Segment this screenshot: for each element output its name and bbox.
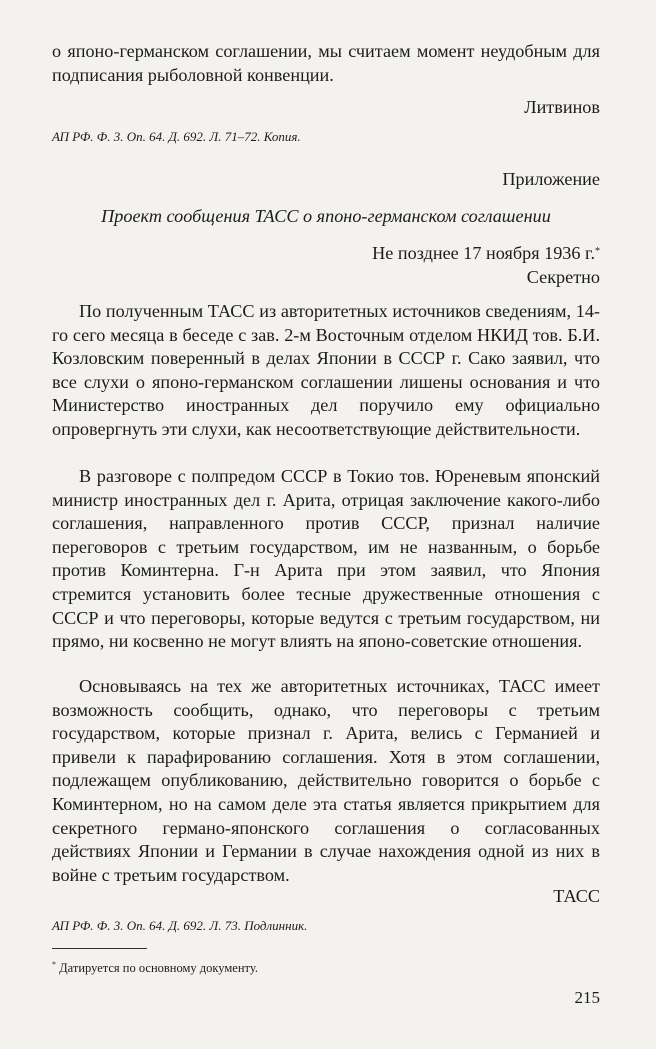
- paragraph-3: Основываясь на тех же авторитетных источниках, ТАСС имеет возможность сообщить, однако, что переговоры с третьим государством, которые признал г. Арита, велись с Германией и привели к парафированию соглашения. Хотя в этом соглашении, подлежащем опубликованию, действительно говорится о борьбе с Коминтерном, но на самом деле эта статья является прикрытием для секретного германо-японского соглашения о согласованных действиях Японии и Германии в случае нахождения одной из них в войне с третьим государством.: [52, 676, 600, 885]
- closing-signature: ТАСС: [553, 886, 600, 906]
- paragraph-1: По полученным ТАСС из авторитетных источников сведениям, 14-го сего месяца в беседе с зав. 2-м Восточным отделом НКИД тов. Б.И. Козловским поверенный в делах Японии в СССР г. Сако заявил, что все слухи о японо-германском соглашении лишены основания и что Министерство иностранных дел поручило ему официально опровергнуть эти слухи, как несоответствующие действительности.: [52, 301, 600, 439]
- intro-text: о японо-германском соглашении, мы считаем момент неудобным для подписания рыболовной конвенции.: [52, 41, 600, 85]
- footnote: [52, 957, 258, 976]
- closing-source-citation: АП РФ. Ф. 3. Оп. 64. Д. 692. Л. 73. Подлинник.: [52, 918, 308, 933]
- page-number: 215: [574, 988, 600, 1007]
- appendix-date: Не позднее 17 ноября 1936 г.: [372, 243, 595, 263]
- footnote-mark: *: [52, 960, 56, 969]
- classification-label: Секретно: [526, 267, 600, 287]
- intro-source-citation: АП РФ. Ф. 3. Оп. 64. Д. 692. Л. 71–72. Копия.: [52, 129, 301, 144]
- appendix-date-line: [372, 242, 600, 266]
- footnote-divider: [52, 948, 147, 949]
- intro-signature: Литвинов: [524, 97, 600, 117]
- appendix-title: Проект сообщения ТАСС о японо-германском соглашении: [101, 206, 551, 226]
- paragraph-2: В разговоре с полпредом СССР в Токио тов. Юреневым японский министр иностранных дел г. Арита, отрицая заключение какого-либо соглашения, направленного против СССР, признал наличие переговоров с третьим государством, им не названным, о борьбе против Коминтерна. Г-н Арита при этом заявил, что Япония стремится установить более тесные дружественные отношения с СССР и что переговоры, которые ведутся с третьим государством, ни прямо, ни косвенно не могут влиять на японо-советские отношения.: [52, 466, 600, 652]
- appendix-label: Приложение: [502, 169, 600, 189]
- footnote-ref-mark: *: [595, 246, 600, 257]
- footnote-text: Датируется по основному документу.: [59, 961, 258, 976]
